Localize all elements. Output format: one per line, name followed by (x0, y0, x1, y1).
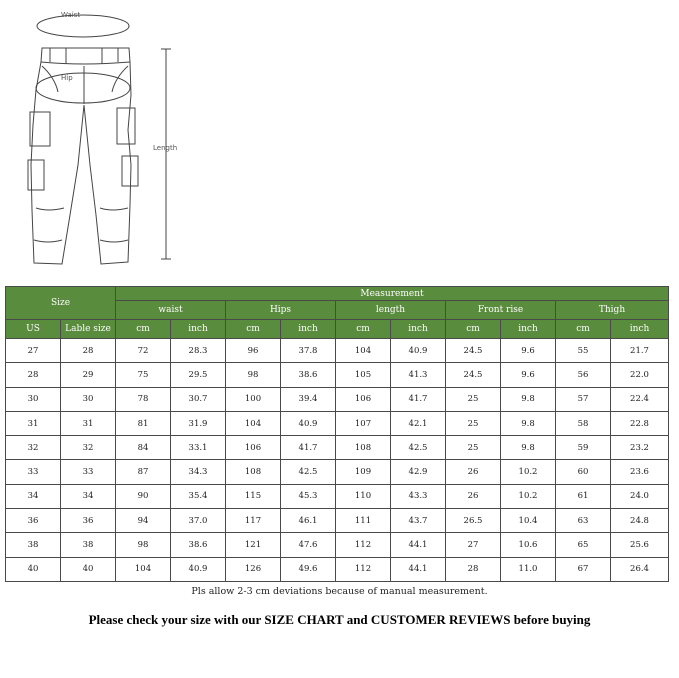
col-header-cm: cm (556, 320, 611, 339)
table-cell: 59 (556, 436, 611, 460)
table-cell: 40 (61, 557, 116, 581)
col-header-cm: cm (116, 320, 171, 339)
table-row (6, 557, 669, 581)
table-cell: 34 (6, 484, 61, 508)
table-cell: 109 (336, 460, 391, 484)
table-cell: 44.1 (391, 533, 446, 557)
col-header-inch: inch (391, 320, 446, 339)
table-cell: 36 (61, 509, 116, 533)
pants-waistband (41, 62, 130, 64)
table-row (6, 533, 669, 557)
table-cell: 9.8 (501, 436, 556, 460)
group-header-length: length (336, 301, 446, 320)
table-cell: 126 (226, 557, 281, 581)
table-cell: 112 (336, 557, 391, 581)
table-cell: 94 (116, 509, 171, 533)
measurement-header: Measurement (116, 287, 669, 301)
table-cell: 26 (446, 460, 501, 484)
table-cell: 98 (116, 533, 171, 557)
table-cell: 38.6 (171, 533, 226, 557)
col-header-inch: inch (281, 320, 336, 339)
table-cell: 55 (556, 339, 611, 363)
table-cell: 65 (556, 533, 611, 557)
table-cell: 22.4 (611, 387, 669, 411)
table-cell: 90 (116, 484, 171, 508)
table-cell: 32 (61, 436, 116, 460)
pants-front-pockets (42, 66, 128, 92)
table-cell: 43.7 (391, 509, 446, 533)
table-cell: 38.6 (281, 363, 336, 387)
table-cell: 37.0 (171, 509, 226, 533)
table-cell: 96 (226, 339, 281, 363)
col-header-us: US (6, 320, 61, 339)
table-cell: 75 (116, 363, 171, 387)
col-header-label-size: Lable size (61, 320, 116, 339)
waist-label: Waist (61, 11, 81, 19)
table-cell: 33 (61, 460, 116, 484)
table-row (6, 363, 669, 387)
table-cell: 26 (446, 484, 501, 508)
table-row (6, 339, 669, 363)
table-cell: 40 (6, 557, 61, 581)
table-cell: 36 (6, 509, 61, 533)
table-cell: 41.3 (391, 363, 446, 387)
table-cell: 31.9 (171, 411, 226, 435)
table-cell: 26.4 (611, 557, 669, 581)
table-row (6, 460, 669, 484)
table-cell: 10.4 (501, 509, 556, 533)
table-cell: 21.7 (611, 339, 669, 363)
table-cell: 49.6 (281, 557, 336, 581)
col-header-inch: inch (171, 320, 226, 339)
size-advice: Please check your size with our SIZE CHART and CUSTOMER REVIEWS before buying (88, 612, 591, 627)
table-cell: 38 (6, 533, 61, 557)
table-cell: 30 (6, 387, 61, 411)
group-header-front-rise: Front rise (446, 301, 556, 320)
table-cell: 9.6 (501, 339, 556, 363)
length-label: Length (153, 144, 178, 152)
table-cell: 45.3 (281, 484, 336, 508)
table-cell: 44.1 (391, 557, 446, 581)
table-cell: 9.8 (501, 411, 556, 435)
col-header-cm: cm (336, 320, 391, 339)
left-lower-pocket (28, 160, 44, 190)
table-cell: 33 (6, 460, 61, 484)
table-cell: 28 (446, 557, 501, 581)
right-lower-pocket (122, 156, 138, 186)
table-row (6, 436, 669, 460)
table-cell: 110 (336, 484, 391, 508)
table-cell: 117 (226, 509, 281, 533)
table-cell: 108 (336, 436, 391, 460)
table-cell: 34.3 (171, 460, 226, 484)
table-cell: 63 (556, 509, 611, 533)
table-cell: 29 (61, 363, 116, 387)
table-cell: 67 (556, 557, 611, 581)
col-header-inch: inch (501, 320, 556, 339)
table-row (6, 411, 669, 435)
table-cell: 107 (336, 411, 391, 435)
table-cell: 46.1 (281, 509, 336, 533)
table-cell: 81 (116, 411, 171, 435)
col-header-cm: cm (226, 320, 281, 339)
table-cell: 31 (61, 411, 116, 435)
length-measure-line (161, 49, 171, 259)
table-cell: 105 (336, 363, 391, 387)
table-cell: 40.9 (391, 339, 446, 363)
table-cell: 42.5 (281, 460, 336, 484)
table-cell: 34 (61, 484, 116, 508)
table-cell: 87 (116, 460, 171, 484)
table-row (6, 509, 669, 533)
table-cell: 61 (556, 484, 611, 508)
table-cell: 84 (116, 436, 171, 460)
table-cell: 9.6 (501, 363, 556, 387)
group-header-hips: Hips (226, 301, 336, 320)
table-cell: 72 (116, 339, 171, 363)
table-cell: 24.0 (611, 484, 669, 508)
table-cell: 25.6 (611, 533, 669, 557)
table-cell: 104 (116, 557, 171, 581)
table-cell: 57 (556, 387, 611, 411)
table-cell: 28.3 (171, 339, 226, 363)
size-header: Size (6, 287, 116, 320)
col-header-inch: inch (611, 320, 669, 339)
table-cell: 112 (336, 533, 391, 557)
table-cell: 28 (6, 363, 61, 387)
table-cell: 24.5 (446, 339, 501, 363)
pants-belt-loops (50, 48, 118, 64)
table-cell: 40.9 (171, 557, 226, 581)
table-cell: 56 (556, 363, 611, 387)
table-cell: 27 (6, 339, 61, 363)
table-cell: 23.6 (611, 460, 669, 484)
pants-measurement-diagram (0, 0, 679, 280)
size-chart-table (5, 286, 669, 582)
pants-leg-seams (34, 208, 128, 242)
table-cell: 33.1 (171, 436, 226, 460)
table-cell: 27 (446, 533, 501, 557)
group-header-waist: waist (116, 301, 226, 320)
table-cell: 47.6 (281, 533, 336, 557)
table-cell: 41.7 (391, 387, 446, 411)
table-cell: 30.7 (171, 387, 226, 411)
table-cell: 60 (556, 460, 611, 484)
table-cell: 41.7 (281, 436, 336, 460)
hip-measure-ellipse (36, 73, 130, 103)
table-cell: 37.8 (281, 339, 336, 363)
table-cell: 25 (446, 411, 501, 435)
table-cell: 39.4 (281, 387, 336, 411)
table-row (6, 484, 669, 508)
hip-label: Hip (61, 74, 73, 82)
table-cell: 104 (336, 339, 391, 363)
table-row (6, 387, 669, 411)
deviation-note: Pls allow 2-3 cm deviations because of manual measurement. (191, 586, 488, 597)
table-cell: 42.5 (391, 436, 446, 460)
table-cell: 11.0 (501, 557, 556, 581)
table-cell: 38 (61, 533, 116, 557)
table-cell: 25 (446, 436, 501, 460)
table-cell: 22.8 (611, 411, 669, 435)
table-cell: 40.9 (281, 411, 336, 435)
table-cell: 106 (336, 387, 391, 411)
table-cell: 58 (556, 411, 611, 435)
table-cell: 28 (61, 339, 116, 363)
table-cell: 31 (6, 411, 61, 435)
table-cell: 106 (226, 436, 281, 460)
table-cell: 115 (226, 484, 281, 508)
table-cell: 24.8 (611, 509, 669, 533)
size-table-body (6, 339, 669, 582)
table-cell: 10.2 (501, 484, 556, 508)
table-cell: 98 (226, 363, 281, 387)
table-cell: 121 (226, 533, 281, 557)
table-cell: 10.6 (501, 533, 556, 557)
table-cell: 108 (226, 460, 281, 484)
table-cell: 32 (6, 436, 61, 460)
table-cell: 10.2 (501, 460, 556, 484)
table-cell: 22.0 (611, 363, 669, 387)
table-cell: 24.5 (446, 363, 501, 387)
table-cell: 78 (116, 387, 171, 411)
table-cell: 23.2 (611, 436, 669, 460)
table-cell: 26.5 (446, 509, 501, 533)
waist-measure-ellipse (37, 15, 129, 37)
table-cell: 111 (336, 509, 391, 533)
table-cell: 25 (446, 387, 501, 411)
table-cell: 9.8 (501, 387, 556, 411)
table-cell: 30 (61, 387, 116, 411)
table-cell: 104 (226, 411, 281, 435)
col-header-cm: cm (446, 320, 501, 339)
group-header-thigh: Thigh (556, 301, 669, 320)
table-cell: 35.4 (171, 484, 226, 508)
table-cell: 29.5 (171, 363, 226, 387)
right-cargo-pocket (117, 108, 135, 144)
table-cell: 43.3 (391, 484, 446, 508)
table-cell: 100 (226, 387, 281, 411)
table-cell: 42.1 (391, 411, 446, 435)
table-cell: 42.9 (391, 460, 446, 484)
